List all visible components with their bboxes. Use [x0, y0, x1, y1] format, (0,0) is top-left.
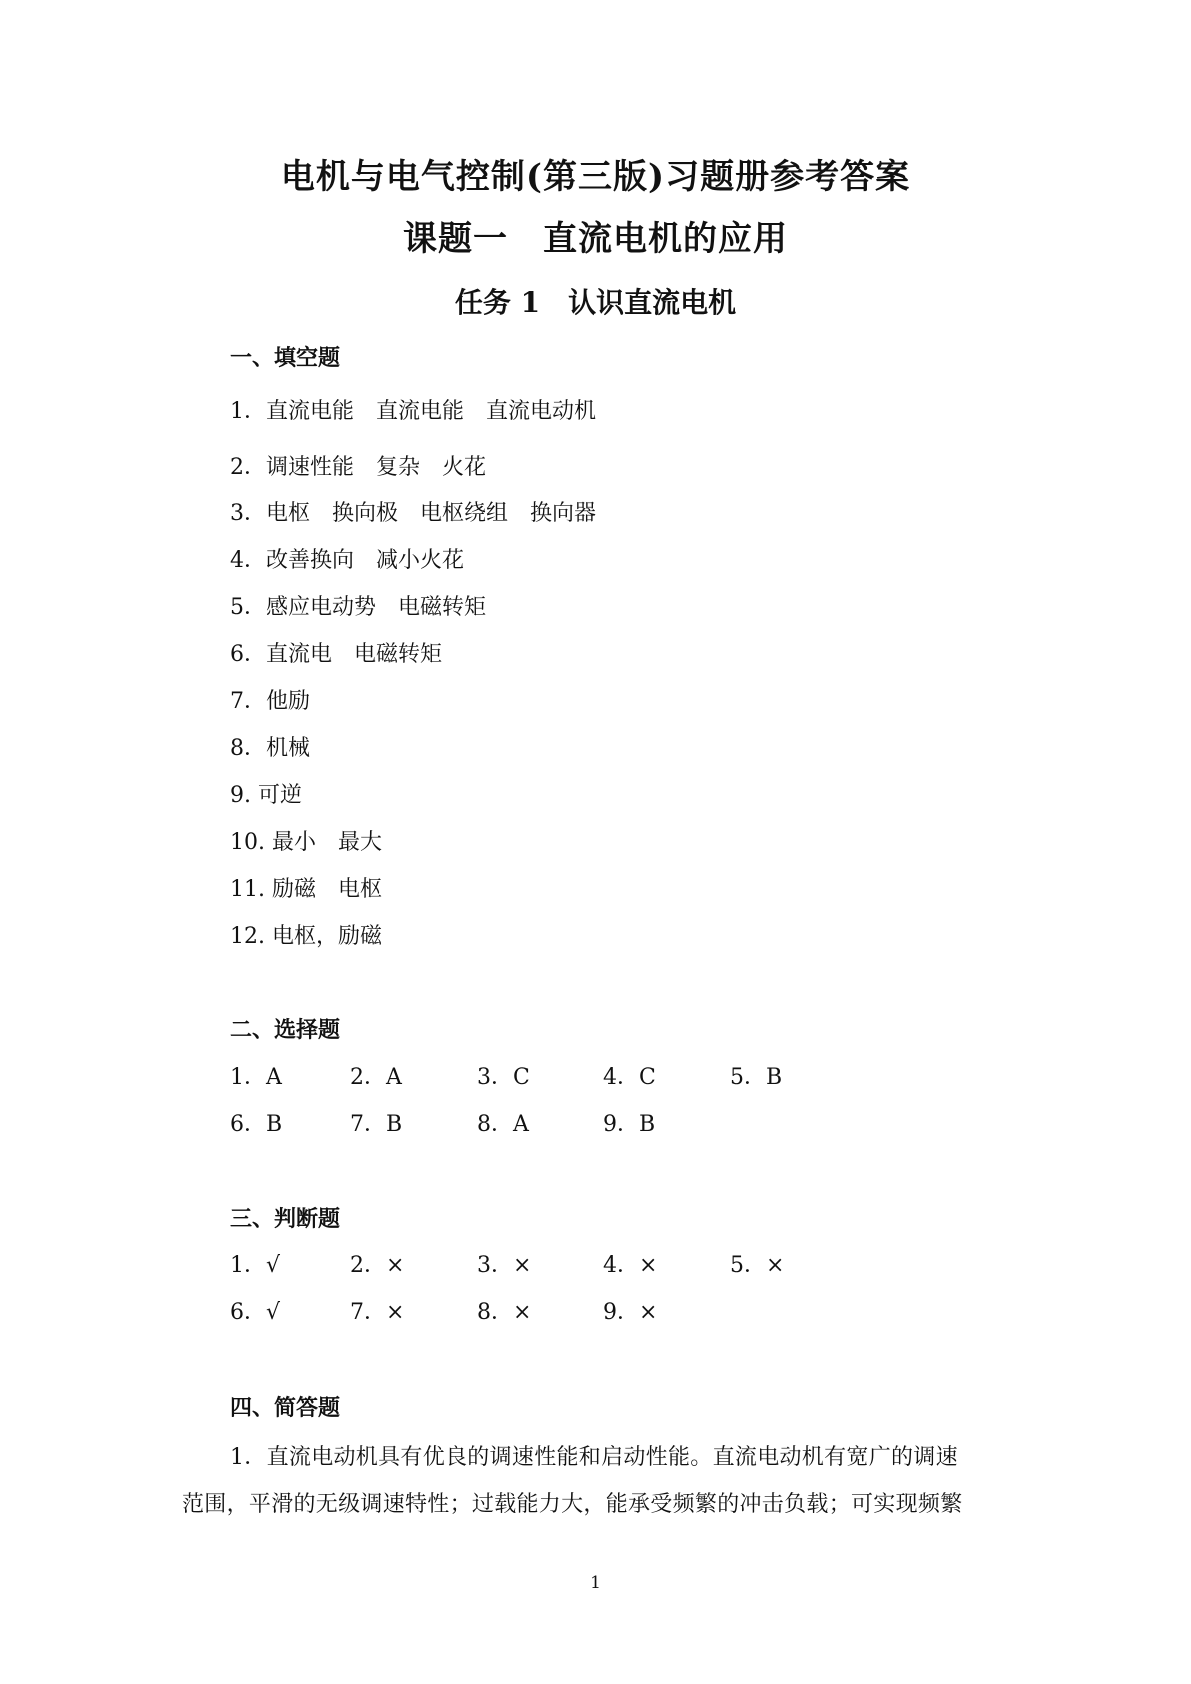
section-heading-choice: 二、选择题: [230, 1017, 341, 1043]
paragraph-line: 1．直流电动机具有优良的调速性能和启动性能。直流电动机有宽广的调速: [230, 1445, 958, 1470]
list-item: 12. 电枢，励磁: [230, 924, 382, 949]
list-item: 2．调速性能 复杂 火花: [230, 455, 486, 480]
list-item: 8．机械: [230, 736, 310, 761]
chapter-subtitle: 课题一 直流电机的应用: [403, 219, 788, 259]
answer-cell: 5．×: [730, 1253, 785, 1278]
list-item: 5．感应电动势 电磁转矩: [230, 595, 486, 620]
answer-cell: 8．×: [477, 1300, 532, 1325]
list-item: 10. 最小 最大: [230, 830, 382, 855]
task-title: 任务 1 认识直流电机: [454, 286, 737, 319]
answer-cell: 7．×: [350, 1300, 405, 1325]
answer-cell: 9．×: [603, 1300, 658, 1325]
list-item: 3．电枢 换向极 电枢绕组 换向器: [230, 501, 596, 526]
list-item: 11. 励磁 电枢: [230, 877, 382, 902]
answer-cell: 4．×: [603, 1253, 658, 1278]
answer-cell: 3．C: [477, 1065, 530, 1090]
answer-cell: 9．B: [603, 1112, 656, 1137]
answer-cell: 1．√: [230, 1253, 281, 1278]
answer-cell: 5．B: [730, 1065, 783, 1090]
list-item: 7．他励: [230, 689, 310, 714]
section-heading-short: 四、简答题: [230, 1395, 341, 1421]
answer-cell: 1．A: [230, 1065, 282, 1090]
answer-cell: 8．A: [477, 1112, 529, 1137]
list-item: 4．改善换向 减小火花: [230, 548, 464, 573]
list-item: 1．直流电能 直流电能 直流电动机: [230, 399, 596, 424]
section-heading-judge: 三、判断题: [230, 1206, 341, 1232]
answer-cell: 2．A: [350, 1065, 402, 1090]
page-title: 电机与电气控制(第三版)习题册参考答案: [280, 157, 911, 197]
answer-cell: 2．×: [350, 1253, 405, 1278]
answer-cell: 4．C: [603, 1065, 656, 1090]
answer-cell: 6．√: [230, 1300, 281, 1325]
answer-cell: 6．B: [230, 1112, 283, 1137]
answer-cell: 7．B: [350, 1112, 403, 1137]
paragraph-line: 范围，平滑的无级调速特性；过载能力大，能承受频繁的冲击负载；可实现频繁: [182, 1492, 963, 1517]
list-item: 6．直流电 电磁转矩: [230, 642, 442, 667]
page-number: 1: [590, 1573, 601, 1593]
answer-cell: 3．×: [477, 1253, 532, 1278]
section-heading-fill: 一、填空题: [230, 345, 341, 371]
list-item: 9. 可逆: [230, 783, 302, 808]
